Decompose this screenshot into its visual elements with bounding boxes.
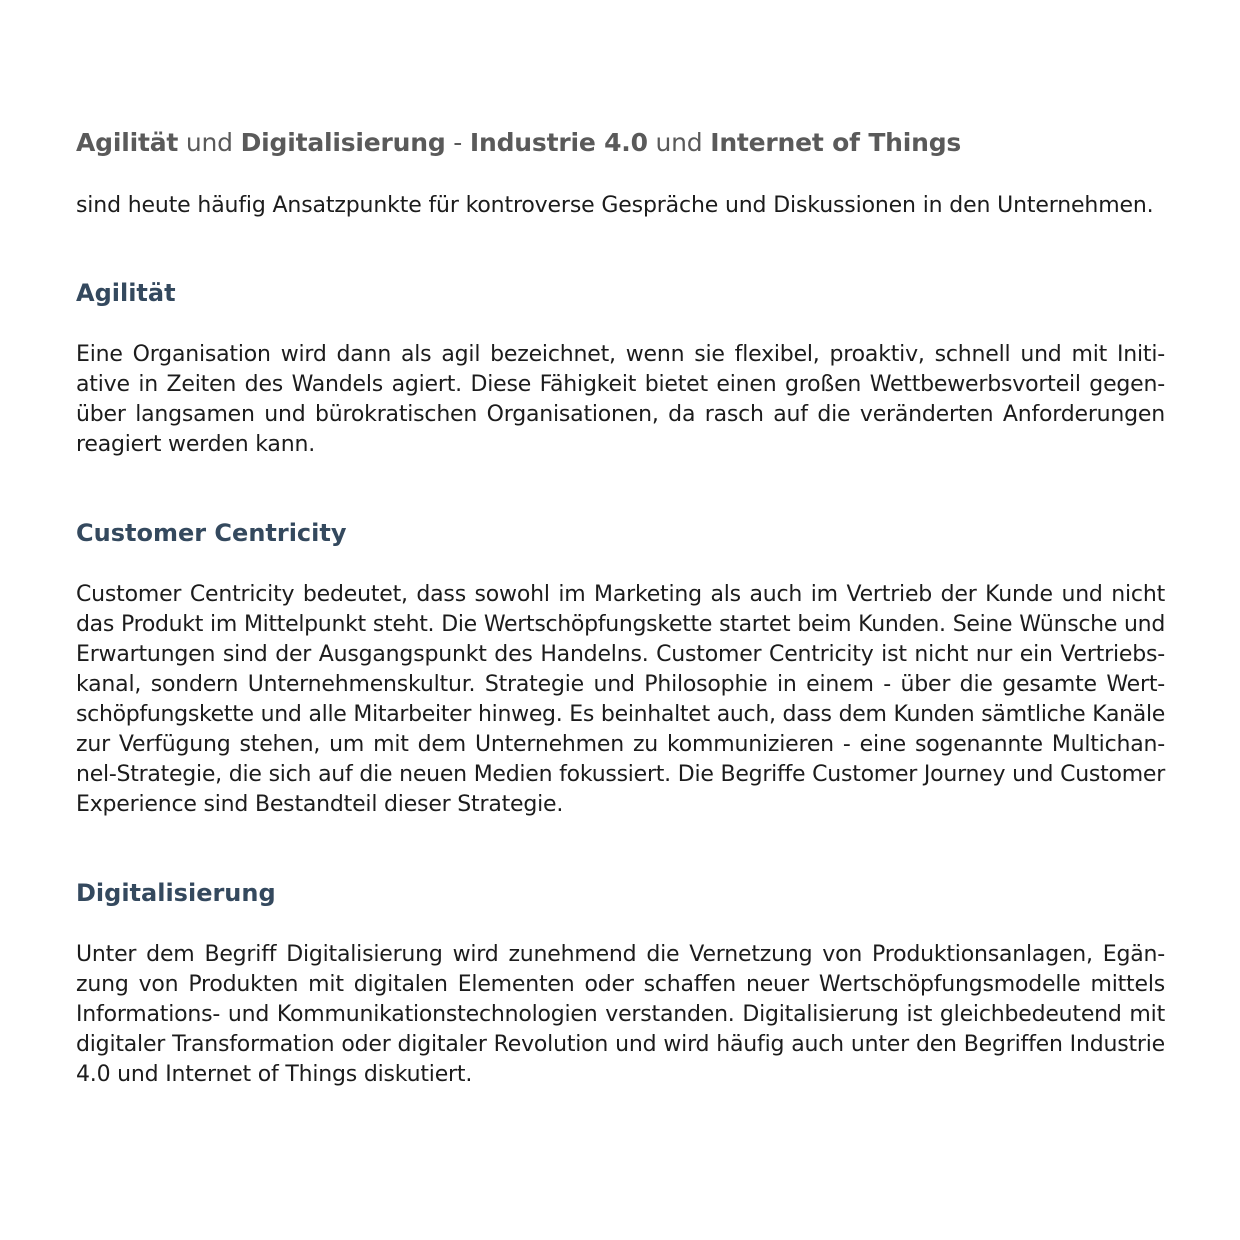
paragraph-line: Unter dem Begriff Digitalisierung wird zunehmend die Vernetzung von Produktionsanlagen, Egän- — [76, 942, 1165, 967]
paragraph-line: reagiert werden kann. — [76, 432, 315, 457]
paragraph-line: Eine Organisation wird dann als agil bezeichnet, wenn sie flexibel, proaktiv, schnell und mit Initi- — [76, 342, 1165, 367]
paragraph-line: kanal, sondern Unternehmenskultur. Strategie und Philosophie in einem - über die gesamte Wert- — [76, 672, 1165, 697]
paragraph-line: Experience sind Bestandteil dieser Strategie. — [76, 792, 564, 817]
paragraph-line: digitaler Transformation oder digitaler Revolution und wird häufig auch unter den Begriffen Industrie — [76, 1032, 1165, 1057]
section-title-customer-centricity: Customer Centricity — [76, 519, 347, 547]
paragraph-line: schöpfungskette und alle Mitarbeiter hinweg. Es beinhaltet auch, dass dem Kunden sämtliche Kanäle — [76, 702, 1165, 727]
page-headline — [76, 128, 961, 157]
paragraph-line: über langsamen und bürokratischen Organisationen, da rasch auf die veränderten Anforderungen — [76, 402, 1165, 427]
section-title-digitalisierung: Digitalisierung — [76, 879, 276, 907]
headline-term-industrie: Industrie 4.0 — [469, 128, 648, 157]
headline-connector: und — [178, 128, 241, 157]
section-body-digitalisierung — [76, 940, 1165, 1090]
paragraph-line: Erwartungen sind der Ausgangspunkt des Handelns. Customer Centricity ist nicht nur ein Vertriebs- — [76, 642, 1165, 667]
section-body-agilitaet — [76, 340, 1165, 460]
paragraph-line: zur Verfügung stehen, um mit dem Unternehmen zu kommunizieren - eine sogenannte Multichan- — [76, 732, 1165, 757]
paragraph-line: zung von Produkten mit digitalen Elementen oder schaffen neuer Wertschöpfungsmodelle mittels — [76, 972, 1165, 997]
headline-connector: - — [445, 128, 470, 157]
intro-paragraph: sind heute häufig Ansatzpunkte für kontroverse Gespräche und Diskussionen in den Unternehmen. — [76, 193, 1154, 218]
headline-term-iot: Internet of Things — [710, 128, 962, 157]
section-title-agilitaet: Agilität — [76, 279, 176, 307]
paragraph-line: Informations- und Kommunikationstechnologien verstanden. Digitalisierung ist gleichbedeutend mit — [76, 1002, 1165, 1027]
headline-term-digitalisierung: Digitalisierung — [240, 128, 446, 157]
paragraph-line: ative in Zeiten des Wandels agiert. Diese Fähigkeit bietet einen großen Wettbewerbsvorteil gegen- — [76, 372, 1165, 397]
paragraph-line: 4.0 und Internet of Things diskutiert. — [76, 1062, 473, 1087]
headline-connector: und — [647, 128, 711, 157]
paragraph-line: nel-Strategie, die sich auf die neuen Medien fokussiert. Die Begriffe Customer Journey und Customer — [76, 762, 1165, 787]
paragraph-line: das Produkt im Mittelpunkt steht. Die Wertschöpfungskette startet beim Kunden. Seine Wünsche und — [76, 612, 1165, 637]
headline-term-agilitaet: Agilität — [76, 128, 179, 157]
paragraph-line: Customer Centricity bedeutet, dass sowohl im Marketing als auch im Vertrieb der Kunde und nicht — [76, 582, 1165, 607]
section-body-customer-centricity — [76, 580, 1165, 820]
